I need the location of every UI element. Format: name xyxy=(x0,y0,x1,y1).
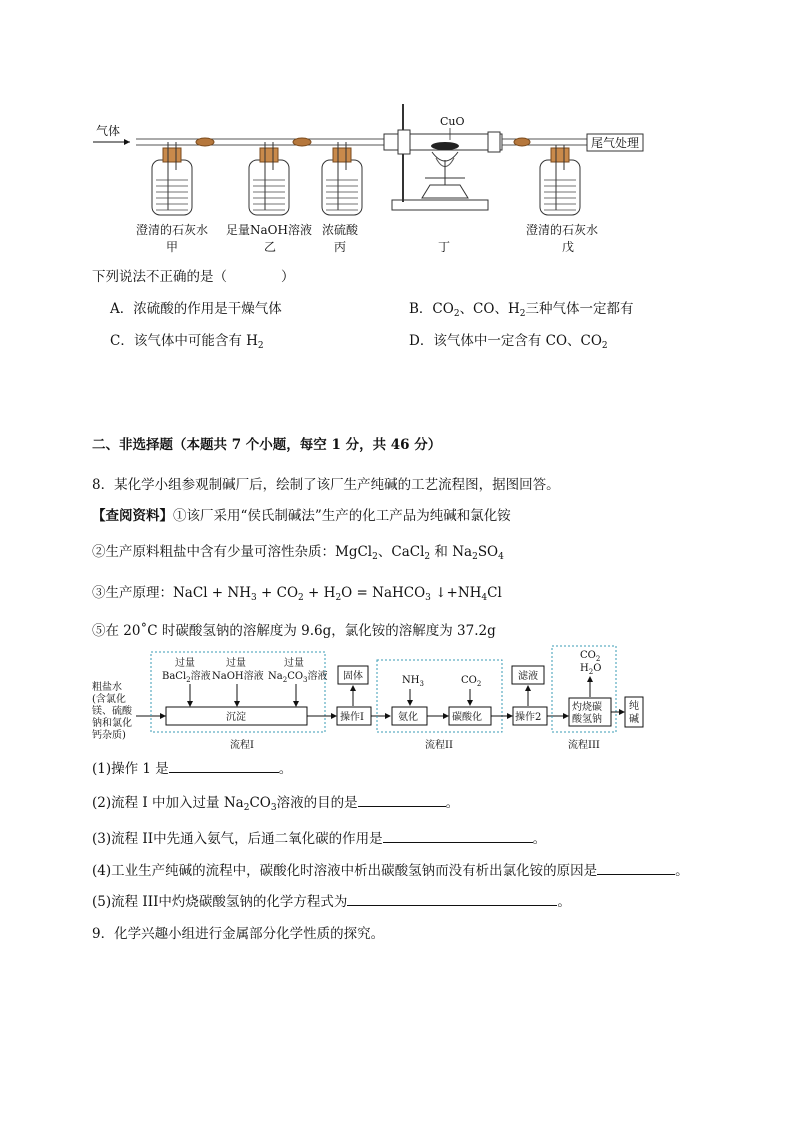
calcination-line-1: 灼烧碳 xyxy=(572,702,602,713)
input-line-4: 钠和氯化 xyxy=(92,718,132,729)
out-co2-label: $CO_2$ xyxy=(580,650,601,663)
input-line-5: 钙杂质) xyxy=(92,730,126,741)
bottle-jia xyxy=(152,142,192,215)
section-heading: 二、非选择题（本题共 7 个小题，每空 1 分，共 46 分） xyxy=(92,437,442,453)
bottle-yi-name: 乙 xyxy=(264,240,277,254)
operation-2-label: 操作2 xyxy=(515,712,542,723)
answer-blank-1[interactable] xyxy=(169,760,279,773)
co2-label: $CO_2$ xyxy=(461,675,482,688)
input-line-1: 粗盐水 xyxy=(92,682,122,693)
out-h2o-label: $H_2O$ xyxy=(580,663,602,676)
bottle-bing-name: 丙 xyxy=(334,240,347,254)
cuo-label: CuO xyxy=(440,115,465,128)
process-flow-diagram xyxy=(0,640,794,755)
bottle-wu xyxy=(540,145,580,215)
bottle-bing-content: 浓硫酸 xyxy=(322,223,359,237)
rubber-joint xyxy=(293,138,311,146)
answer-blank-2[interactable] xyxy=(358,794,446,807)
option-d: D．该气体中一定含有 CO、$CO_2$ xyxy=(409,333,608,351)
reference-1: 【查阅资料】①该厂采用“侯氏制碱法”生产的化工产品为纯碱和氯化铵 xyxy=(92,508,511,524)
option-a: A．浓硫酸的作用是干燥气体 xyxy=(110,301,282,317)
stage-1-label: 流程I xyxy=(230,740,254,751)
q8-sub-2: (2)流程 I 中加入过量 $Na_2CO_3$溶液的目的是 。 xyxy=(92,795,460,813)
bottle-wu-content: 澄清的石灰水 xyxy=(526,223,599,237)
q9-stem: 9．化学兴趣小组进行金属部分化学性质的探究。 xyxy=(92,926,385,942)
rubber-joint xyxy=(196,138,214,146)
excess-2: 过量 xyxy=(226,658,246,669)
bottle-ding-name: 丁 xyxy=(438,240,451,254)
bottle-bing xyxy=(322,142,362,215)
option-b: B．$CO_2$、CO、$H_2$三种气体一定都有 xyxy=(409,301,634,319)
input-line-2: (含氯化 xyxy=(92,694,126,705)
gas-apparatus-diagram xyxy=(0,95,794,260)
rubber-joint xyxy=(514,138,530,146)
reagent-na2co3: $Na_2CO_3$溶液 xyxy=(268,671,328,684)
stage-2-label: 流程II xyxy=(425,740,453,751)
reference-3: ③生产原理：NaCl + $NH_3 + CO_2 + H_2O$ = NaHCO$_3$ $↓+NH_4Cl$ xyxy=(92,585,502,603)
option-c: C．该气体中可能含有 $H_2$ xyxy=(110,333,264,351)
q8-sub-4: (4)工业生产纯碱的流程中，碳酸化时溶液中析出碳酸氢钠而没有析出氯化铵的原因是 。 xyxy=(92,863,689,879)
calcination-line-2: 酸氢钠 xyxy=(572,714,602,725)
stage-3-label: 流程III xyxy=(568,740,600,751)
reagent-naoh: NaOH溶液 xyxy=(212,671,264,682)
q8-sub-3: (3)流程 II中先通入氨气，后通二氧化碳的作用是 。 xyxy=(92,831,547,847)
input-line-3: 镁、硫酸 xyxy=(92,706,132,717)
answer-blank-3[interactable] xyxy=(383,830,533,843)
q8-stem: 8．某化学小组参观制碱厂后，绘制了该厂生产纯碱的工艺流程图，据图回答。 xyxy=(92,477,560,493)
precipitation-label: 沉淀 xyxy=(226,712,246,723)
q8-sub-5: (5)流程 III中灼烧碳酸氢钠的化学方程式为 。 xyxy=(92,894,571,910)
bottle-jia-name: 甲 xyxy=(166,240,179,254)
excess-3: 过量 xyxy=(284,658,304,669)
answer-blank-4[interactable] xyxy=(597,862,675,875)
heating-setup-ding xyxy=(384,104,502,210)
gas-label: 气体 xyxy=(96,124,121,138)
carbonation-label: 碳酸化 xyxy=(452,712,482,723)
nh3-label: $NH_3$ xyxy=(402,675,424,688)
reference-5: ⑤在 20˚C 时碳酸氢钠的溶解度为 9.6g，氯化铵的溶解度为 37.2g xyxy=(92,623,496,639)
ammoniation-label: 氨化 xyxy=(398,712,418,723)
q8-sub-1: (1)操作 1 是 。 xyxy=(92,761,293,777)
soda-line-2: 碱 xyxy=(629,714,639,725)
bottle-yi-content: 足量NaOH溶液 xyxy=(226,223,312,237)
soda-line-1: 纯 xyxy=(629,701,639,712)
q7-stem: 下列说法不正确的是（ ） xyxy=(92,269,295,285)
bottle-jia-content: 澄清的石灰水 xyxy=(136,223,209,237)
bottle-yi xyxy=(249,142,289,215)
solid-label: 固体 xyxy=(343,671,363,682)
exhaust-label: 尾气处理 xyxy=(591,136,640,150)
operation-1-label: 操作I xyxy=(340,712,364,723)
reference-2: ②生产原料粗盐中含有少量可溶性杂质：MgCl$_2$、CaCl$_2$ 和 $Na_2SO_4$ xyxy=(92,544,504,562)
answer-blank-5[interactable] xyxy=(347,893,557,906)
reagent-bacl2: BaCl$_2$溶液 xyxy=(162,671,211,684)
filtrate-label: 滤液 xyxy=(518,671,538,682)
bottle-wu-name: 戊 xyxy=(562,240,575,254)
excess-1: 过量 xyxy=(175,658,195,669)
